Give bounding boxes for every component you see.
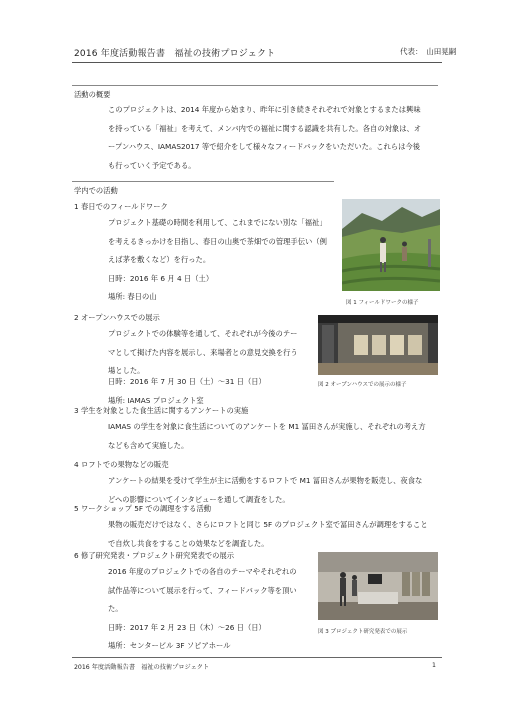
item-3-line: なども含めて実施した。 bbox=[108, 440, 189, 450]
item-3-line: IAMAS の学生を対象に食生活についてのアンケートを M1 冨田さんが実施し、それぞれの考え方 bbox=[108, 422, 426, 431]
openhouse-photo bbox=[318, 315, 438, 375]
item-2-line: 場とした。 bbox=[108, 366, 145, 375]
item-2-line: マとして掲げた内容を展示し、来場者との意見交換を行う bbox=[108, 347, 298, 357]
report-title: 2016 年度活動報告書 福祉の技術プロジェクト bbox=[74, 49, 276, 59]
item-5-title: 5 ワークショップ 5F での調理をする活動 bbox=[74, 504, 212, 513]
item-1-line: プロジェクト基礎の時間を利用して、これまでにない別な「福祉」 bbox=[108, 218, 327, 227]
item-6-line: 2016 年度のプロジェクトでの各自のテーマやそれぞれの bbox=[108, 567, 297, 576]
overview-heading: 活動の概要 bbox=[74, 90, 111, 99]
item-1-title: 1 春日でのフィールドワーク bbox=[74, 202, 168, 211]
campus-heading: 学内での活動 bbox=[74, 186, 118, 195]
item-4-line: アンケートの結果を受けて学生が主に活動をするロフトで M1 冨田さんが果物を販売し、夜食な bbox=[108, 476, 423, 485]
item-1-line: えば茅を敷くなど）を行った。 bbox=[108, 255, 211, 264]
item-4-title: 4 ロフトでの果物などの販売 bbox=[74, 460, 169, 469]
header-divider bbox=[72, 62, 442, 63]
exhibition-photo bbox=[318, 552, 438, 620]
item-4-line: どへの影響についてインタビューを通して調査をした。 bbox=[108, 494, 290, 504]
item-3-title: 3 学生を対象とした食生活に関するアンケートの実施 bbox=[74, 406, 249, 415]
item-6-line: 試作品等について展示を行って、フィードバック等を頂い bbox=[108, 585, 297, 595]
footer-divider bbox=[72, 657, 442, 658]
item-1-body bbox=[108, 214, 338, 307]
figure-1-caption: 図 1 フィールドワークの様子 bbox=[346, 300, 419, 306]
item-5-body bbox=[108, 516, 443, 553]
item-6-date: 日時：2017 年 2 月 23 日（木）～26 日（日） bbox=[108, 622, 266, 632]
campus-divider bbox=[72, 181, 334, 182]
figure-2-caption: 図 2 オープンハウスでの展示の様子 bbox=[318, 382, 407, 388]
item-2-line: プロジェクトでの体験等を通して、それぞれが今後のテー bbox=[108, 329, 298, 338]
item-3-body bbox=[108, 418, 443, 455]
item-6-title: 6 修了研究発表・プロジェクト研究発表での展示 bbox=[74, 551, 235, 560]
overview-line: を持っている「福祉」を考えて、メンバ内での福祉に関する認識を共有した。各自の対象は、オ bbox=[108, 123, 422, 133]
item-6-line: た。 bbox=[108, 604, 123, 613]
item-2-date: 日時：2016 年 7 月 30 日（土）～31 日（日） bbox=[108, 377, 266, 386]
footer-title: 2016 年度活動報告書 福祉の技術プロジェクト bbox=[74, 664, 210, 671]
item-2-place: 場所: IAMAS プロジェクト室 bbox=[108, 395, 204, 405]
item-5-line: 果物の販売だけではなく、さらにロフトと同じ 5F のプロジェクト室で冨田さんが調理をすること bbox=[108, 520, 428, 529]
page-number: 1 bbox=[432, 662, 436, 669]
overview-line: このプロジェクトは、2014 年度から始まり、昨年に引き続きそれぞれで対象とするまたは興味 bbox=[108, 105, 421, 114]
item-1-line: を考えるきっかけを目指し、春日の山奥で茶畑での管理手伝い（例 bbox=[108, 236, 327, 246]
fieldwork-photo bbox=[342, 199, 440, 291]
representative: 代表： 山田晃嗣 bbox=[400, 47, 457, 56]
item-2-title: 2 オープンハウスでの展示 bbox=[74, 313, 160, 322]
overview-divider bbox=[72, 85, 438, 86]
item-1-date: 日時：2016 年 6 月 4 日（土） bbox=[108, 273, 214, 283]
item-5-line: で自炊し共食をすることの効果などを調査した。 bbox=[108, 538, 269, 548]
item-6-place: 場所：センタービル 3F ソピアホール bbox=[108, 641, 231, 650]
item-1-place: 場所: 春日の山 bbox=[108, 292, 157, 301]
item-2-meta bbox=[108, 373, 318, 410]
item-6-body bbox=[108, 563, 318, 656]
overview-paragraph bbox=[108, 101, 438, 175]
overview-line: も行っていく予定である。 bbox=[108, 160, 196, 170]
overview-line: ープンハウス、IAMAS2017 等で紹介をして様々なフィードバックをいただいた。これらは今後 bbox=[108, 142, 421, 151]
figure-3-caption: 図 3 プロジェクト研究発表での展示 bbox=[318, 629, 408, 635]
